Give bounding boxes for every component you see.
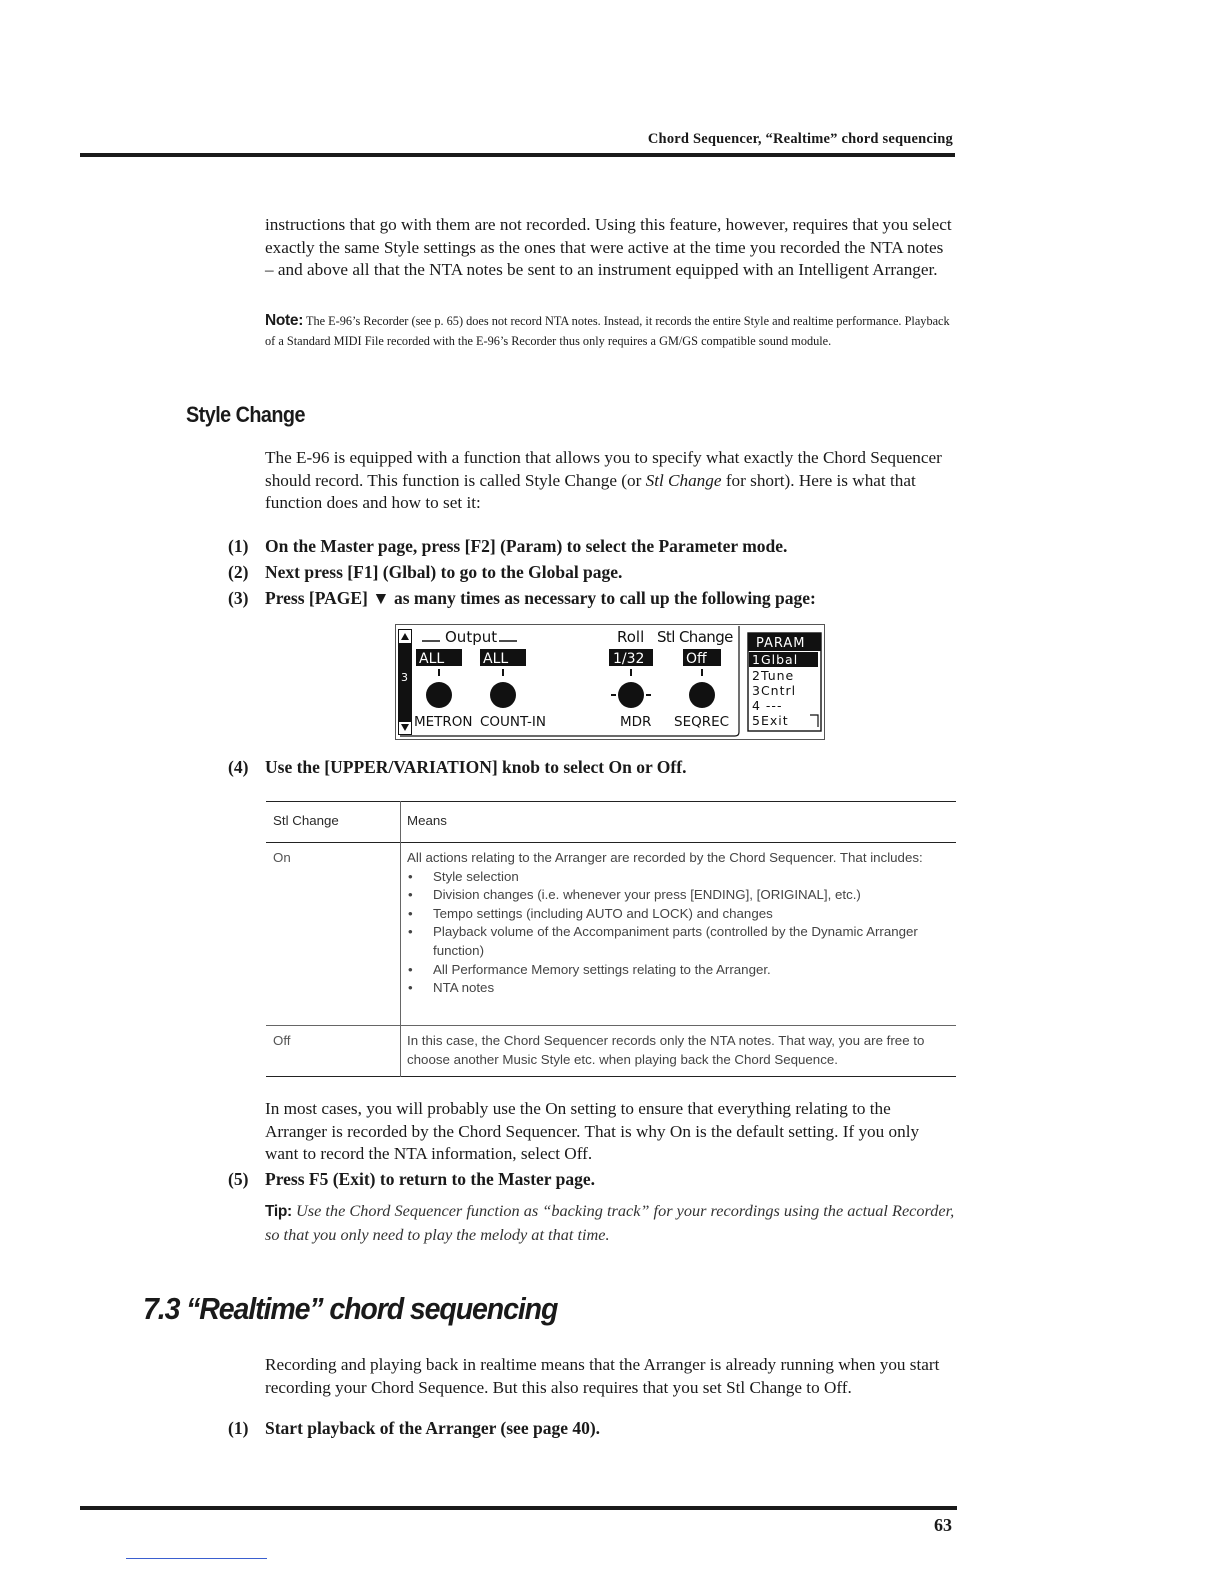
step-number: (1) — [228, 1418, 249, 1438]
lcd-knob-label: SEQREC — [674, 714, 730, 730]
note-block — [265, 311, 955, 351]
lcd-knob-label: COUNT-IN — [480, 714, 546, 730]
step-text: On the Master page, press [F2] (Param) to select the Parameter mode. — [265, 536, 788, 556]
lcd-menu-item: 2Tune — [752, 668, 795, 683]
lcd-menu-item: 5Exit — [752, 713, 789, 728]
table-header: Stl Change — [273, 813, 339, 828]
lcd-menu-item: 3Cntrl — [752, 683, 797, 698]
lcd-menu-item: 1Glbal — [752, 652, 799, 667]
step-number: (5) — [228, 1169, 249, 1189]
list-item: • Tempo settings (including AUTO and LOCK) and changes — [407, 905, 947, 924]
lcd-value: ALL — [419, 651, 445, 667]
style-change-paragraph — [265, 447, 955, 515]
table-rule — [266, 842, 956, 843]
lcd-menu-title: PARAM — [756, 636, 806, 651]
table-cell-means — [407, 849, 947, 998]
intro-paragraph: instructions that go with them are not recorded. Using this feature, however, requires that you select exactly the same Style settings as the ones that were active at the time you recorded the NTA notes – and above all that the NTA notes be sent to an instrument equipped with an Intelligent Arranger. — [265, 215, 952, 280]
note-text: The E-96’s Recorder (see p. 65) does not record NTA notes. Instead, it records the entire Style and realtime performance. Playback of a Standard MIDI File recorded with the E-96’s Recorder thus only requires a GM/GS compatible sound module. — [265, 314, 950, 348]
list-item: • Style selection — [407, 868, 947, 887]
header-rule — [80, 153, 955, 157]
page-number: 63 — [934, 1515, 952, 1535]
step-number: (2) — [228, 562, 249, 582]
tip-text: Use the Chord Sequencer function as “backing track” for your recordings using the actual Recorder, so that you only need to play the melody at that time. — [265, 1201, 955, 1244]
list-item: • All Performance Memory settings relating to the Arranger. — [407, 961, 947, 980]
list-item: • Division changes (i.e. whenever your press [ENDING], [ORIGINAL], etc.) — [407, 886, 947, 905]
lcd-value: ALL — [483, 651, 509, 667]
running-header: Chord Sequencer, “Realtime” chord sequencing — [647, 131, 953, 147]
tip-label: Tip: — [265, 1203, 292, 1220]
step-number: (1) — [228, 536, 249, 556]
bullet-list — [407, 868, 947, 998]
paragraph-italic: Stl Change — [645, 470, 722, 490]
step-text: Press [PAGE] ▼ as many times as necessary to call up the following page: — [265, 588, 816, 608]
lcd-knob-label: MDR — [620, 714, 652, 730]
tip-block — [265, 1200, 965, 1246]
page-indicator: 3 — [401, 671, 408, 684]
lcd-knob-label: METRON — [414, 714, 473, 730]
lcd-display — [395, 624, 825, 740]
table-cell-text: All actions relating to the Arranger are recorded by the Chord Sequencer. That includes: — [407, 850, 923, 865]
paragraph-part: The E-96 is equipped with a function that allows you to specify what exactly the Chord Sequencer should record. This function is called Style Change (or — [265, 448, 942, 490]
lcd-menu-item: 4 --- — [752, 698, 783, 713]
list-item: • Playback volume of the Accompaniment parts (controlled by the Dynamic Arranger function) — [407, 923, 947, 960]
table-cell-setting: Off — [273, 1033, 291, 1048]
lcd-stl-change-label: Stl Change — [657, 628, 733, 646]
table-header: Means — [407, 813, 447, 828]
note-label: Note: — [265, 312, 304, 329]
step-text: Next press [F1] (Glbal) to go to the Global page. — [265, 562, 623, 582]
lcd-output-label: Output — [445, 628, 498, 646]
lcd-roll-label: Roll — [617, 628, 645, 646]
step-text: Start playback of the Arranger (see page 40). — [265, 1418, 601, 1438]
step-text: Use the [UPPER/VARIATION] knob to select On or Off. — [265, 757, 687, 777]
footer-rule — [80, 1506, 957, 1510]
paragraph-part: for short). Here is what that function does and how to set it: — [265, 470, 916, 513]
list-item: • NTA notes — [407, 979, 947, 998]
step-number: (3) — [228, 588, 249, 608]
table-rule — [266, 1076, 956, 1077]
table-divider — [400, 801, 401, 1077]
lcd-value: 1/32 — [613, 651, 645, 667]
step-text: Press F5 (Exit) to return to the Master page. — [265, 1169, 595, 1189]
after-table-paragraph: In most cases, you will probably use the On setting to ensure that everything relating to the Arranger is recorded by the Chord Sequencer. That is why On is the default setting. If you only want to record the NTA information, select Off. — [265, 1099, 920, 1164]
lcd-value: Off — [686, 651, 707, 667]
table-cell-means: In this case, the Chord Sequencer records only the NTA notes. That way, you are free to choose another Music Style etc. when playing back the Chord Sequence. — [407, 1033, 925, 1067]
section-heading-realtime: 7.3 “Realtime” chord sequencing — [143, 1291, 558, 1326]
link-underline — [126, 1558, 267, 1559]
step-number: (4) — [228, 757, 249, 777]
section-heading-style-change: Style Change — [186, 402, 305, 427]
realtime-paragraph: Recording and playing back in realtime means that the Arranger is already running when you start recording your Chord Sequence. But this also requires that you set Stl Change to Off. — [265, 1355, 940, 1397]
table-rule — [266, 1025, 956, 1026]
table-rule — [266, 801, 956, 802]
table-cell-setting: On — [273, 850, 291, 865]
